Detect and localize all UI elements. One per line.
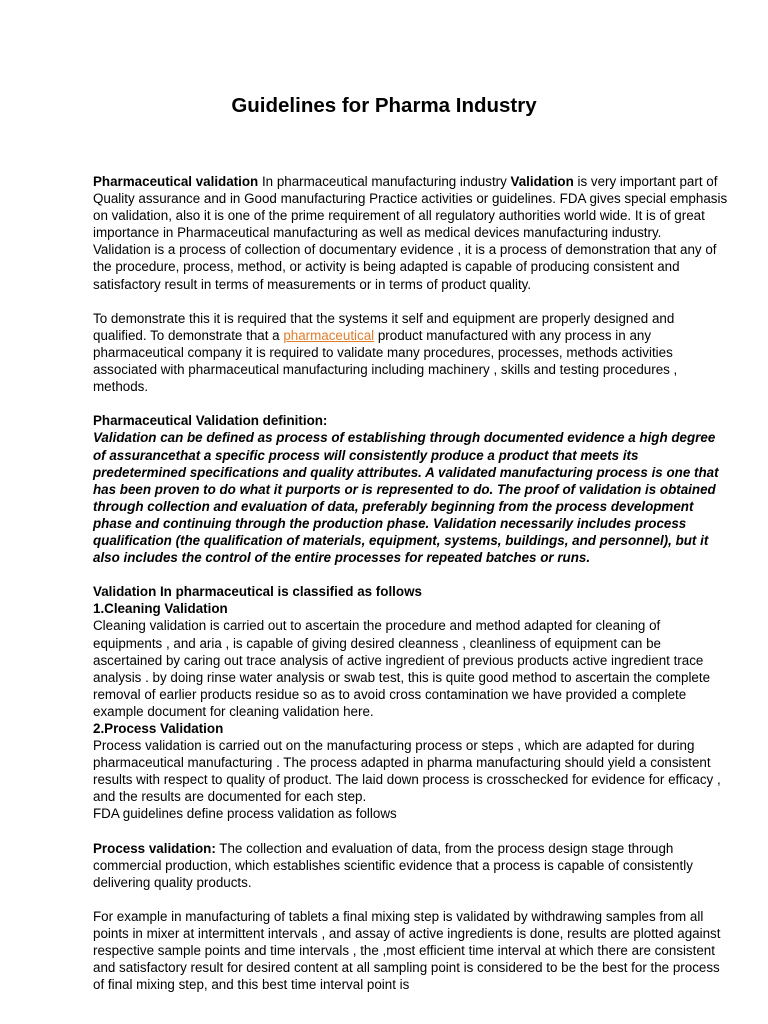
process-validation-label: Process validation: <box>93 840 216 856</box>
intro-text-2: is very important part of Quality assurance and in Good manufacturing Practice activities or guidelines. FDA gives special emphasis on validation, also it is one of the prime requirement of all regulatory authorities world wide. It is of great importance in Pharmaceutical manufacturing as well as medical devices manufacturing industry. <box>93 174 728 241</box>
classification-heading: Validation In pharmaceutical is classified as follows <box>93 584 422 600</box>
intro-text-1: In pharmaceutical manufacturing industry <box>258 174 511 189</box>
process-validation-definition-text: The collection and evaluation of data, from the process design stage through commercial production, which establishes scientific evidence that a process is capable of consistently delivering quality products. <box>93 840 693 890</box>
demonstrate-text-1: To demonstrate this it is required that the systems it self and equipment are properly designed and qualified. To demonstrate that a <box>93 310 675 343</box>
term-pharmaceutical-validation: Pharmaceutical validation <box>93 174 259 189</box>
demonstrate-text-2: product manufactured with any process in any pharmaceutical company it is required to validate many procedures, processes, methods activities associated with pharmaceutical manufacturing including machinery , skills and testing procedures , methods. <box>93 327 678 395</box>
process-validation-heading: 2.Process Validation <box>93 721 224 736</box>
pharmaceutical-link[interactable]: pharmaceutical <box>283 327 375 343</box>
document-body <box>93 173 729 994</box>
process-validation-text: Process validation is carried out on the manufacturing process or steps , which are adapted for during pharmaceutical manufacturing . The process adapted in pharma manufacturing should yield a consistent results with respect to quality of product. The laid down process is crosschecked for evidence for efficacy , and the results are documented for each step. <box>93 738 721 805</box>
cleaning-validation-heading: 1.Cleaning Validation <box>93 601 228 617</box>
intro-paragraph <box>93 173 729 241</box>
tablet-example-paragraph: For example in manufacturing of tablets a final mixing step is validated by withdrawing samples from all points in mixer at intermittent intervals , and assay of active ingredients is done, results are plotted against respective sample points and time intervals , the ,most efficient time interval at which there are consistent and satisfactory result for desired content at all sampling point is considered to be the best for the process of final mixing step, and this best time interval point is <box>93 909 721 993</box>
definition-heading: Pharmaceutical Validation definition: <box>93 413 328 429</box>
demonstrate-paragraph <box>93 310 729 395</box>
cleaning-validation-text: Cleaning validation is carried out to ascertain the procedure and method adapted for cleaning of equipments , and aria , is capable of giving desired cleanness , cleanliness of equipment can be ascertained by caring out trace analysis of active ingredient of previous products active ingredient trace analysis . by doing rinse water analysis or swab test, this is quite good method to ascertain the complete removal of earlier products residue so as to avoid cross contamination we have provided a complete example document for cleaning validation here. <box>93 618 711 719</box>
fda-guidelines-line: FDA guidelines define process validation as follows <box>93 806 397 822</box>
validation-process-paragraph: Validation is a process of collection of documentary evidence , it is a process of demonstration that any of the procedure, process, method, or activity is being adapted is capable of producing consistent and satisfactory result in terms of measurements or in terms of product quality. <box>93 242 717 292</box>
definition-text: Validation can be defined as process of establishing through documented evidence a high degree of assurancethat a specific process will consistently produce a product that meets its predetermined specifications and quality attributes. A validated manufacturing process is one that has been proven to do what it purports or is represented to do. The proof of validation is obtained through collection and evaluation of data, preferably beginning from the process development phase and continuing through the production phase. Validation necessarily includes process qualification (the qualification of materials, equipment, systems, buildings, and personnel), but it also includes the control of the entire processes for repeated batches or runs. <box>93 430 719 566</box>
process-validation-definition <box>93 840 729 891</box>
page-title: Guidelines for Pharma Industry <box>231 94 537 117</box>
term-validation: Validation <box>510 174 574 189</box>
